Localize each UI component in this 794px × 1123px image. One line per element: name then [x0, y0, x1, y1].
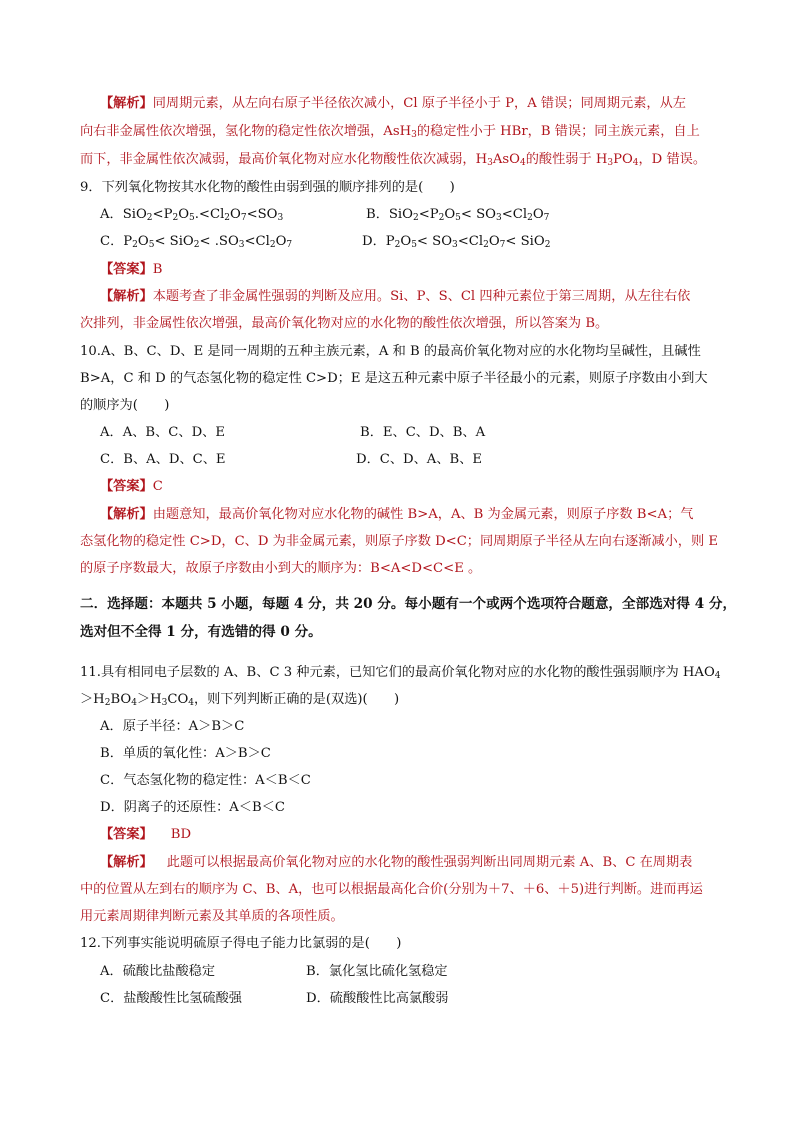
q11-option-c: C．气态氢化物的稳定性：A＜B＜C	[100, 773, 311, 788]
q10-analysis-line-2: 态氢化物的稳定性 C>D，C、D 为非金属元素，则原子序数 D<C；同周期原子半径从左向右逐渐减小，则 E	[80, 534, 718, 549]
q11-option-b: B．单质的氧化性：A＞B＞C	[100, 746, 271, 761]
q12-option-b: B．氯化氢比硫化氢稳定	[306, 964, 448, 979]
q11-analysis-line-1: 【解析】 此题可以根据最高价氧化物对应的水化物的酸性强弱判断出同周期元素 A、B、C 在周期表	[100, 855, 693, 870]
q9-option-c: C．$P_2O_5< SiO_2< .SO_3<Cl_2O_7$	[100, 234, 293, 250]
q10-option-b: B．E、C、D、B、A	[360, 425, 486, 440]
q11-option-a: A．原子半径：A＞B＞C	[100, 719, 245, 734]
q11-stem-line-2: $>H_2BO_4>H_3CO_4$，则下列判断正确的是(双选)( )	[80, 692, 400, 708]
q12-option-c: C．盐酸酸性比氢硫酸强	[100, 991, 242, 1006]
q9-option-a: A．$SiO_2<P_2O_5.<Cl_2O_7<SO_3$	[100, 207, 284, 223]
q10-answer: 【答案】C	[100, 479, 163, 494]
subscript: 3	[411, 130, 417, 140]
q11-analysis-line-2: 中的位置从左到右的顺序为 C、B、A，也可以根据最高化合价(分别为＋7、＋6、＋5)进行判断。进而再运	[80, 882, 703, 897]
q9-option-d: D．$P_2O_5< SO_3<Cl_2O_7< SiO_2$	[362, 234, 551, 250]
section-2-heading-line-2: 选对但不全得 1 分，有选错的得 0 分。	[80, 624, 322, 640]
q8-analysis-line-1: 【解析】同周期元素，从左向右原子半径依次减小，Cl 原子半径小于 P，A 错误；同周期元素，从左	[100, 96, 686, 111]
q10-option-c: C．B、A、D、C、E	[100, 452, 226, 467]
q12-stem: 12.下列事实能说明硫原子得电子能力比氯弱的是( )	[80, 936, 402, 951]
section-2-heading-line-1: 二．选择题：本题共 5 小题，每题 4 分，共 20 分。每小题有一个或两个选项符合题意，全部选对得 4 分，	[80, 596, 737, 612]
q9-answer: 【答案】B	[100, 262, 163, 277]
q8-analysis-line-2: 向右非金属性依次增强，氢化物的稳定性依次增强，AsH$_3$的稳定性小于 HBr，B 错误；同主族元素，自上	[80, 124, 700, 140]
q10-analysis-line-1: 【解析】由题意知，最高价氧化物对应水化物的碱性 B>A，A、B 为金属元素，则原子序数 B<A；气	[100, 507, 694, 522]
q8-analysis-line-3: 而下，非金属性依次减弱，最高价氧化物对应水化物酸性依次减弱，$H_3AsO_4$的酸性弱于 $H_3PO_4$，D 错误。	[80, 152, 707, 168]
q11-stem-line-1: 11.具有相同电子层数的 A、B、C 3 种元素，已知它们的最高价氧化物对应的水化物的酸性强弱顺序为 $HAO_4$	[80, 665, 721, 681]
q9-analysis-line-1: 【解析】本题考查了非金属性强弱的判断及应用。Si、P、S、Cl 四种元素位于第三周期，从左往右依	[100, 289, 691, 304]
q10-analysis-line-3: 的原子序数最大，故原子序数由小到大的顺序为：B<A<D<C<E 。	[80, 561, 482, 576]
q10-option-d: D．C、D、A、B、E	[356, 452, 483, 467]
q10-option-a: A．A、B、C、D、E	[100, 425, 225, 440]
q12-option-d: D．硫酸酸性比高氯酸弱	[306, 991, 449, 1006]
q11-answer: 【答案】 BD	[100, 827, 192, 842]
q11-analysis-line-3: 用元素周期律判断元素及其单质的各项性质。	[80, 909, 344, 924]
q10-stem-line-1: 10.A、B、C、D、E 是同一周期的五种主族元素，A 和 B 的最高价氧化物对应的水化物均呈碱性，且碱性	[80, 344, 701, 359]
analysis-tag: 【解析】	[100, 96, 153, 111]
q10-stem-line-2: B>A，C 和 D 的气态氢化物的稳定性 C>D；E 是这五种元素中原子半径最小的元素，则原子序数由小到大	[80, 371, 708, 386]
q9-analysis-line-2: 次排列，非金属性依次增强，最高价氧化物对应的水化物的酸性依次增强，所以答案为 B。	[80, 316, 609, 331]
q10-stem-line-3: 的顺序为( )	[80, 398, 170, 413]
q9-option-b: B．$SiO_2<P_2O_5< SO_3<Cl_2O_7$	[366, 207, 550, 223]
q9-stem: 9．下列氧化物按其水化物的酸性由弱到强的顺序排列的是( )	[80, 180, 455, 195]
q11-option-d: D．阴离子的还原性：A＜B＜C	[100, 800, 285, 815]
q12-option-a: A．硫酸比盐酸稳定	[100, 964, 216, 979]
